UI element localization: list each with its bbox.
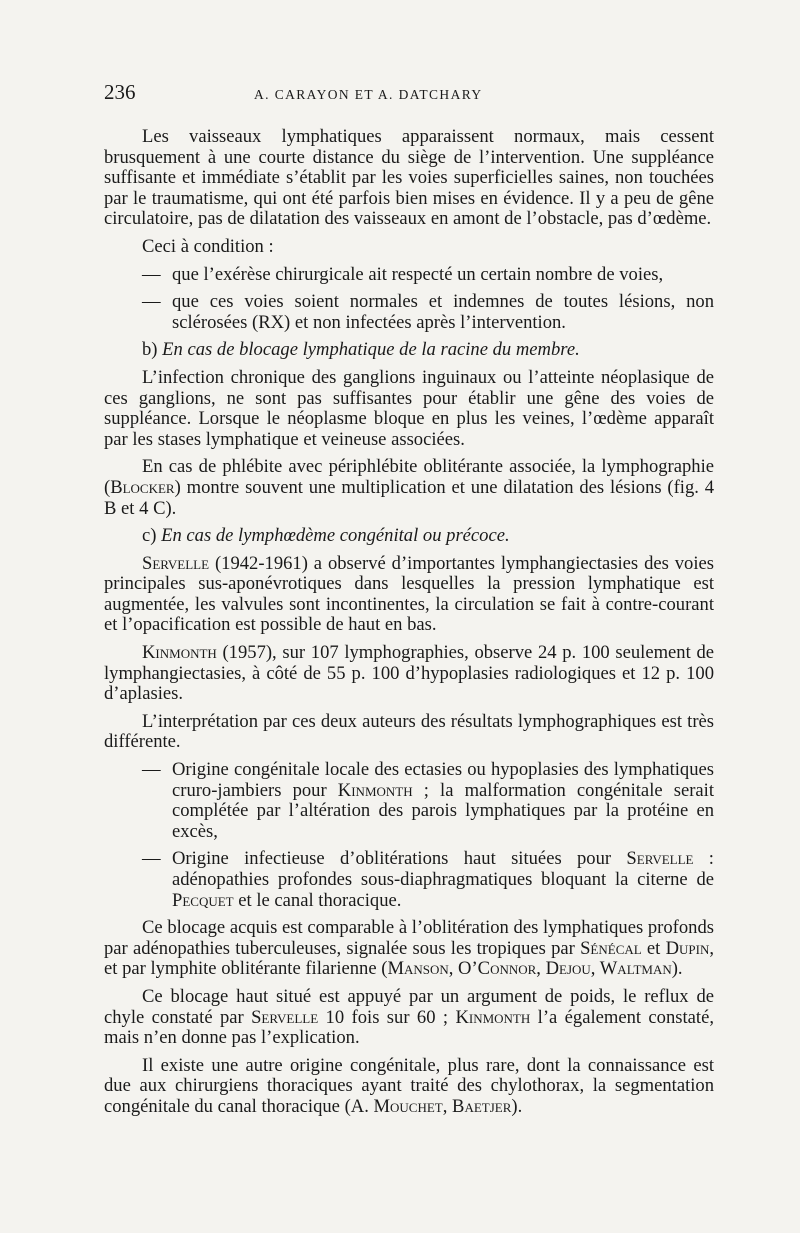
author-name: Blocker [110, 476, 175, 498]
page-header [104, 80, 714, 105]
text-run: (1957), sur 107 lymphographies, observe 24 p. 100 seulement de lymphangiectasies, à côté de 55 p. 100 d’hypoplasies radiologiques et 12 p. 100 d’aplasies. [104, 642, 714, 705]
list-item-text [172, 849, 714, 911]
text-run: Il existe une autre origine congénitale, plus rare, dont la connaissance est due aux chirurgiens thoraciques ayant traité des chylothorax, la segmentation congénitale du canal thoracique (A. [104, 1054, 714, 1117]
text-run: Origine congénitale locale des ectasies ou hypoplasies des lymphatiques cruro-jambiers pour [172, 759, 714, 801]
author-name: Kinmonth [455, 1006, 531, 1028]
paragraph [104, 987, 714, 1049]
text-run: Ce blocage haut situé est appuyé par un argument de poids, le reflux de chyle constaté par [104, 985, 714, 1028]
author-name: Sénécal [580, 937, 642, 959]
section-heading-b [104, 340, 714, 361]
author-name: Mouchet, Baetjer [373, 1095, 512, 1117]
text-run: ). [671, 958, 683, 980]
text-run: ) montre souvent une multiplication et une dilatation des lésions (fig. 4 B et 4 C). [104, 476, 714, 519]
author-name: Servelle [251, 1006, 319, 1028]
paragraph [104, 1056, 714, 1118]
page-number: 236 [104, 80, 136, 104]
author-name: Dupin [665, 937, 710, 959]
heading-title: En cas de lymphœdème congénital ou précoce. [161, 525, 510, 547]
author-name: Kinmonth [142, 642, 217, 664]
text-run: et le canal thoracique. [233, 889, 402, 911]
paragraph [104, 643, 714, 705]
paragraph [104, 918, 714, 980]
list-item-text: que l’exérèse chirurgicale ait respecté un certain nombre de voies, [172, 263, 664, 285]
paragraph [104, 457, 714, 519]
heading-title: En cas de blocage lymphatique de la racine du membre. [162, 339, 580, 361]
dash-glyph: — [142, 263, 161, 285]
text-run: ). [511, 1095, 523, 1117]
text-run: l’a également constaté, mais n’en donne pas l’explication. [104, 1006, 715, 1049]
dash-glyph: — [142, 848, 161, 870]
author-name: Kinmonth [337, 779, 413, 801]
text-run: 10 fois sur 60 ; [318, 1006, 456, 1028]
text-run: Origine infectieuse d’oblitérations haut situées pour [172, 848, 627, 870]
text-run: (1942-1961) a observé d’importantes lymphangiectasies des voies principales sus-aponévrotiques dans lesquelles la pression lymphatique est augmentée, les valvules sont incontinentes, la circulation se fait à contre-courant et l’opacification est possible de haut en bas. [104, 552, 714, 636]
body-text [104, 127, 714, 1118]
author-name: Servelle [142, 552, 210, 574]
list-item-text: que ces voies soient normales et indemnes de toutes lésions, non sclérosées (RX) et non infectées après l’intervention. [172, 291, 714, 333]
text-run: Ce blocage acquis est comparable à l’oblitération des lymphatiques profonds par adénopathies tuberculeuses, signalée sous les tropiques par [104, 917, 714, 959]
author-name: Pecquet [172, 889, 234, 911]
dash-glyph: — [142, 291, 161, 313]
text-run: ; la malformation congénitale serait complétée par l’altération des parois lymphatiques par la protéine en excès, [172, 779, 715, 842]
paragraph: Ceci à condition : [142, 235, 274, 257]
text-run: , et par lymphite oblitérante filarienne ( [104, 937, 715, 980]
paragraph: L’infection chronique des ganglions inguinaux ou l’atteinte néoplasique de ces ganglions, ne sont pas suffisantes pour établir une gêne des voies de suppléance. Lorsque le néoplasme bloque en plus les veines, l’œdème apparaît par les stases lymphatique et veineuse associées. [104, 366, 714, 450]
text-run: et [641, 937, 666, 959]
paragraph [104, 554, 714, 636]
author-name: Servelle [626, 848, 694, 870]
text-run: En cas de phlébite avec périphlébite oblitérante associée, la lymphographie ( [104, 456, 714, 498]
section-heading-c [104, 526, 714, 547]
heading-label: c) [142, 525, 157, 547]
dash-glyph: — [142, 759, 161, 781]
running-head: A. CARAYON ET A. DATCHARY [254, 87, 483, 102]
paragraph: L’interprétation par ces deux auteurs des résultats lymphographiques est très différente. [104, 710, 714, 753]
paragraph: Les vaisseaux lymphatiques apparaissent normaux, mais cessent brusquement à une courte distance du siège de l’intervention. Une suppléance suffisante et immédiate s’établit par les voies superficielles saines, non touchées par le traumatisme, qui ont été parfois bien mises en évidence. Il y a peu de gêne circulatoire, pas de dilatation des vaisseaux en amont de l’obstacle, pas d’œdème. [104, 126, 714, 230]
list-item [142, 265, 714, 286]
text-run: : adénopathies profondes sous-diaphragmatiques bloquant la citerne de [172, 848, 714, 890]
list-item [142, 292, 714, 333]
list-item [142, 760, 714, 842]
author-name: Manson, O’Connor, Dejou, Waltman [387, 958, 672, 980]
list-item-text [172, 760, 714, 842]
list-item [142, 849, 714, 911]
heading-label: b) [142, 339, 158, 361]
